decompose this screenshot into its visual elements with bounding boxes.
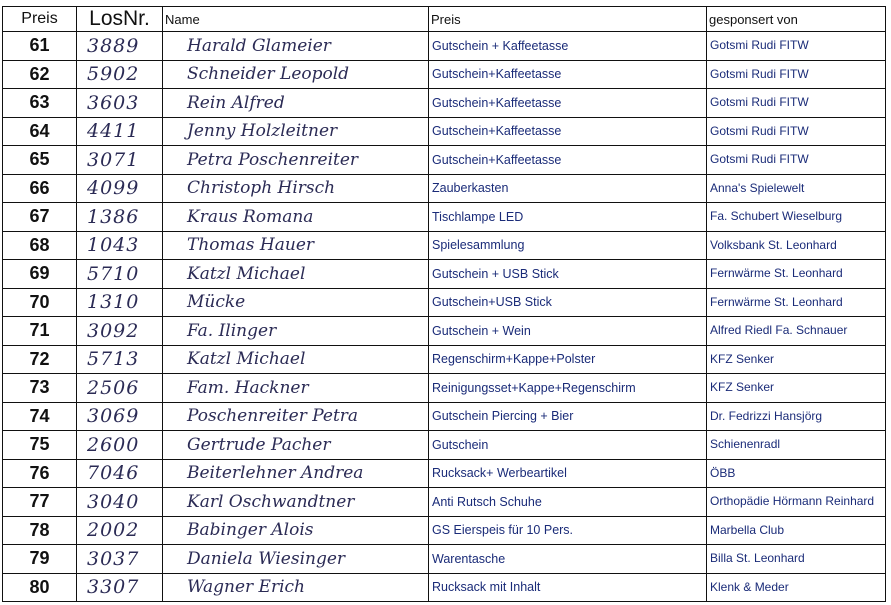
header-row (3, 7, 886, 32)
table-row (3, 431, 886, 460)
sponsor-name: Fa. Schubert Wieselburg (707, 203, 886, 232)
table-row (3, 545, 886, 574)
table-row (3, 117, 886, 146)
table-row (3, 488, 886, 517)
table-row (3, 89, 886, 118)
sponsor-name: Gotsmi Rudi FITW (707, 117, 886, 146)
prize-description: Gutschein (429, 431, 707, 460)
winner-name: Schneider Leopold (163, 60, 429, 89)
lot-number: 3037 (77, 545, 163, 574)
lot-number: 4411 (77, 117, 163, 146)
sponsor-name: Klenk & Meder (707, 573, 886, 602)
lot-number: 1386 (77, 203, 163, 232)
winner-name: Petra Poschenreiter (163, 146, 429, 175)
prize-description: Gutschein Piercing + Bier (429, 402, 707, 431)
winner-name: Rein Alfred (163, 89, 429, 118)
winner-name: Wagner Erich (163, 573, 429, 602)
sponsor-name: Gotsmi Rudi FITW (707, 89, 886, 118)
winner-name: Gertrude Pacher (163, 431, 429, 460)
lot-number: 3092 (77, 317, 163, 346)
lot-number: 7046 (77, 459, 163, 488)
winner-name: Daniela Wiesinger (163, 545, 429, 574)
prize-number: 74 (3, 402, 77, 431)
sponsor-name: ÖBB (707, 459, 886, 488)
lot-number: 5902 (77, 60, 163, 89)
prize-description: Gutschein+USB Stick (429, 288, 707, 317)
sponsor-name: Anna's Spielewelt (707, 174, 886, 203)
lot-number: 3071 (77, 146, 163, 175)
sponsor-name: Dr. Fedrizzi Hansjörg (707, 402, 886, 431)
table-row (3, 32, 886, 61)
sponsor-name: KFZ Senker (707, 374, 886, 403)
lot-number: 2600 (77, 431, 163, 460)
prize-number: 71 (3, 317, 77, 346)
winner-name: Christoph Hirsch (163, 174, 429, 203)
table-row (3, 60, 886, 89)
prize-description: Rucksack+ Werbeartikel (429, 459, 707, 488)
prize-description: Regenschirm+Kappe+Polster (429, 345, 707, 374)
winner-name: Jenny Holzleitner (163, 117, 429, 146)
lot-number: 3069 (77, 402, 163, 431)
winner-name: Kraus Romana (163, 203, 429, 232)
table-row (3, 345, 886, 374)
sponsor-name: Orthopädie Hörmann Reinhard (707, 488, 886, 517)
lot-number: 5710 (77, 260, 163, 289)
prize-description: Anti Rutsch Schuhe (429, 488, 707, 517)
sponsor-name: Gotsmi Rudi FITW (707, 32, 886, 61)
table-row (3, 573, 886, 602)
prize-description: Gutschein + Wein (429, 317, 707, 346)
prize-description: Gutschein+Kaffeetasse (429, 89, 707, 118)
sponsor-name: Billa St. Leonhard (707, 545, 886, 574)
lot-number: 1043 (77, 231, 163, 260)
sponsor-name: Marbella Club (707, 516, 886, 545)
table-row (3, 459, 886, 488)
prize-number: 73 (3, 374, 77, 403)
winner-name: Mücke (163, 288, 429, 317)
sponsor-name: KFZ Senker (707, 345, 886, 374)
lot-number: 3889 (77, 32, 163, 61)
table-row (3, 174, 886, 203)
prize-number: 75 (3, 431, 77, 460)
prize-number: 63 (3, 89, 77, 118)
table-row (3, 231, 886, 260)
prize-description: Zauberkasten (429, 174, 707, 203)
winner-name: Katzl Michael (163, 345, 429, 374)
lot-number: 3040 (77, 488, 163, 517)
prize-number: 61 (3, 32, 77, 61)
prize-number: 78 (3, 516, 77, 545)
winner-name: Fa. Ilinger (163, 317, 429, 346)
prize-description: Spielesammlung (429, 231, 707, 260)
prize-description: Warentasche (429, 545, 707, 574)
sponsor-name: Volksbank St. Leonhard (707, 231, 886, 260)
prize-description: GS Eierspeis für 10 Pers. (429, 516, 707, 545)
winner-name: Thomas Hauer (163, 231, 429, 260)
prize-description: Gutschein+Kaffeetasse (429, 60, 707, 89)
sponsor-name: Gotsmi Rudi FITW (707, 60, 886, 89)
table-row (3, 260, 886, 289)
winner-name: Poschenreiter Petra (163, 402, 429, 431)
winner-name: Fam. Hackner (163, 374, 429, 403)
sponsor-name: Alfred Riedl Fa. Schnauer (707, 317, 886, 346)
prize-number: 68 (3, 231, 77, 260)
table-row (3, 203, 886, 232)
prize-table (2, 6, 886, 602)
sponsor-name: Fernwärme St. Leonhard (707, 260, 886, 289)
prize-description: Gutschein + USB Stick (429, 260, 707, 289)
prize-description: Reinigungsset+Kappe+Regenschirm (429, 374, 707, 403)
prize-number: 72 (3, 345, 77, 374)
prize-number: 80 (3, 573, 77, 602)
prize-description: Gutschein+Kaffeetasse (429, 146, 707, 175)
prize-number: 76 (3, 459, 77, 488)
prize-description: Tischlampe LED (429, 203, 707, 232)
lot-number: 1310 (77, 288, 163, 317)
prize-number: 79 (3, 545, 77, 574)
prize-description: Gutschein+Kaffeetasse (429, 117, 707, 146)
lot-number: 4099 (77, 174, 163, 203)
winner-name: Harald Glameier (163, 32, 429, 61)
table-row (3, 516, 886, 545)
table-row (3, 288, 886, 317)
sponsor-name: Gotsmi Rudi FITW (707, 146, 886, 175)
raffle-sheet (2, 6, 885, 602)
header-prize: Preis (429, 7, 707, 32)
lot-number: 2506 (77, 374, 163, 403)
prize-description: Gutschein + Kaffeetasse (429, 32, 707, 61)
prize-number: 77 (3, 488, 77, 517)
header-losnr: LosNr. (77, 7, 163, 32)
table-row (3, 402, 886, 431)
lot-number: 5713 (77, 345, 163, 374)
winner-name: Katzl Michael (163, 260, 429, 289)
prize-description: Rucksack mit Inhalt (429, 573, 707, 602)
prize-number: 67 (3, 203, 77, 232)
prize-number: 66 (3, 174, 77, 203)
sponsor-name: Schienenradl (707, 431, 886, 460)
lot-number: 3307 (77, 573, 163, 602)
prize-number: 64 (3, 117, 77, 146)
winner-name: Babinger Alois (163, 516, 429, 545)
table-row (3, 374, 886, 403)
header-preis: Preis (3, 7, 77, 32)
lot-number: 3603 (77, 89, 163, 118)
sponsor-name: Fernwärme St. Leonhard (707, 288, 886, 317)
prize-number: 69 (3, 260, 77, 289)
winner-name: Beiterlehner Andrea (163, 459, 429, 488)
prize-number: 62 (3, 60, 77, 89)
prize-number: 65 (3, 146, 77, 175)
winner-name: Karl Oschwandtner (163, 488, 429, 517)
prize-number: 70 (3, 288, 77, 317)
table-row (3, 146, 886, 175)
table-row (3, 317, 886, 346)
header-name: Name (163, 7, 429, 32)
header-sponsor: gesponsert von (707, 7, 886, 32)
lot-number: 2002 (77, 516, 163, 545)
